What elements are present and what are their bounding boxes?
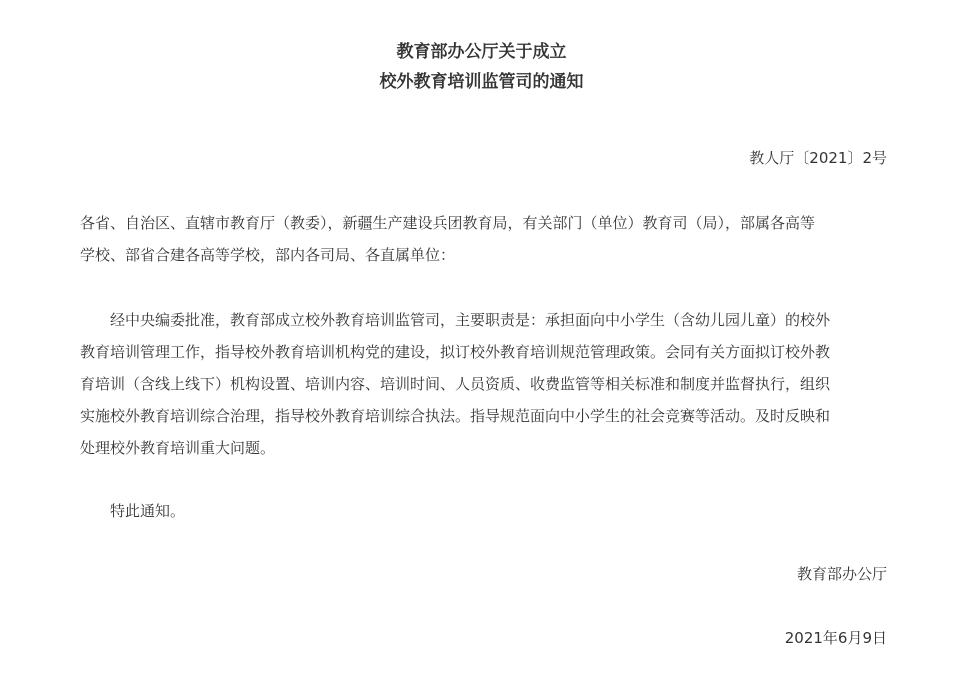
body-line-3: 育培训（含线上线下）机构设置、培训内容、培训时间、人员资质、收费监管等相关标准和制度并监督执行，组织 <box>80 375 831 393</box>
body-line-5: 处理校外教育培训重大问题。 <box>80 439 276 457</box>
body-line-4: 实施校外教育培训综合治理，指导校外教育培训综合执法。指导规范面向中小学生的社会竞赛等活动。及时反映和 <box>80 407 831 425</box>
issue-date: 2021年6月9日 <box>784 629 887 647</box>
document-number: 教人厅〔2021〕2号 <box>749 149 887 167</box>
document-title-line-1: 教育部办公厅关于成立 <box>396 42 567 62</box>
body-line-2: 教育培训管理工作，指导校外教育培训机构党的建设，拟订校外教育培训规范管理政策。会同有关方面拟订校外教 <box>80 343 831 361</box>
body-line-1: 经中央编委批准，教育部成立校外教育培训监管司，主要职责是：承担面向中小学生（含幼儿园儿童）的校外 <box>110 311 831 329</box>
addressee-line-2: 学校、部省合建各高等学校，部内各司局、各直属单位： <box>80 246 456 264</box>
closing-text: 特此通知。 <box>110 502 186 520</box>
document-title-line-2: 校外教育培训监管司的通知 <box>379 72 584 92</box>
issuer-name: 教育部办公厅 <box>796 565 887 583</box>
addressee-line-1: 各省、自治区、直辖市教育厅（教委），新疆生产建设兵团教育局，有关部门（单位）教育司（局），部属各高等 <box>80 214 816 232</box>
